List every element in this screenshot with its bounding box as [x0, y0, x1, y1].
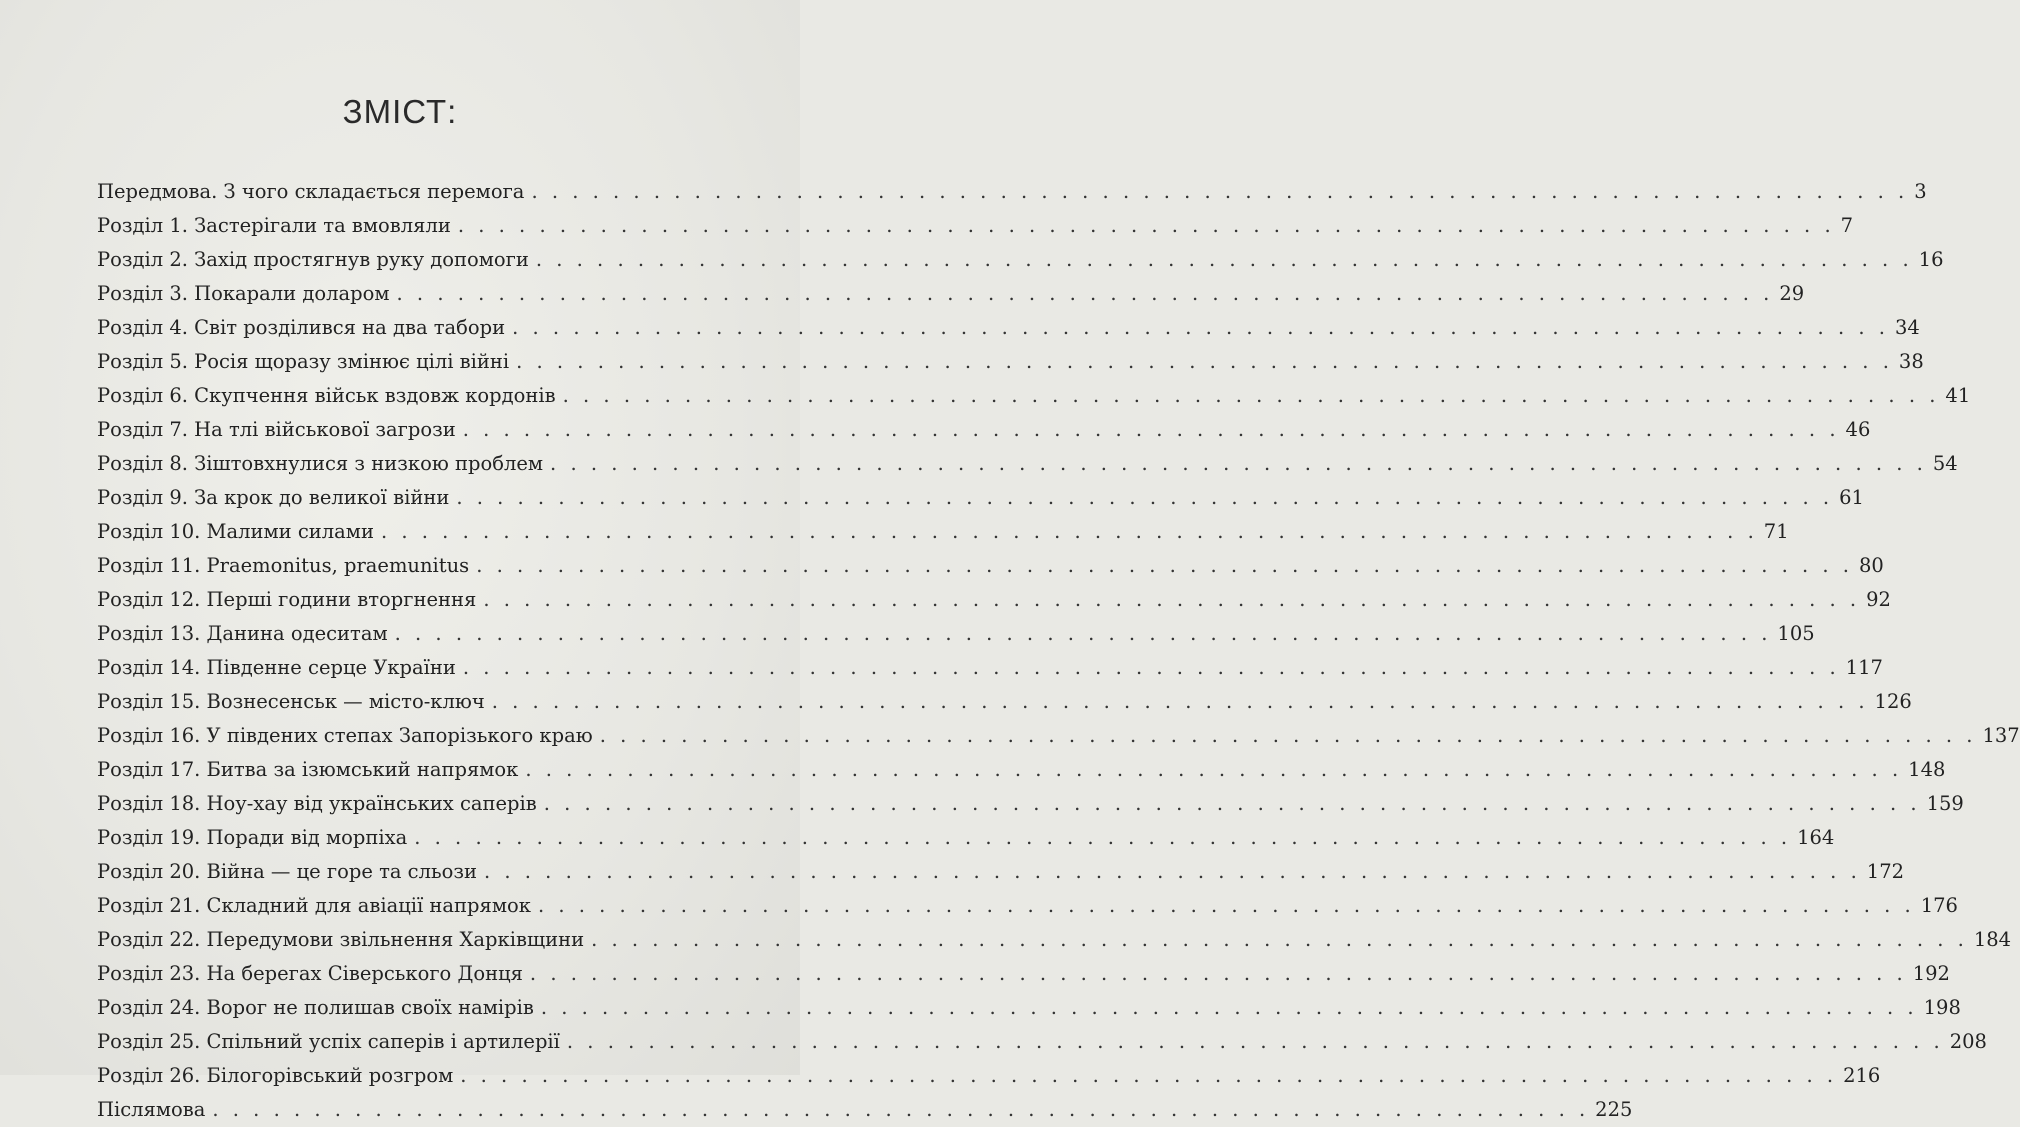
toc-entry-title: Розділ 18. Ноу-хау від українських саперів [97, 792, 537, 815]
toc-entry-title: Розділ 23. На берегах Сіверського Донця [97, 962, 523, 985]
toc-entry [97, 311, 1920, 345]
toc-entry-title: Розділ 13. Данина одеситам [97, 622, 388, 645]
dot-leader [516, 345, 1893, 379]
toc-entry-title: Післямова [97, 1098, 206, 1121]
toc-entry-title: Розділ 19. Поради від морпіха [97, 826, 408, 849]
toc-entry-title: Розділ 22. Передумови звільнення Харківщини [97, 928, 585, 951]
toc-entry-title: Розділ 26. Білогорівський розгром [97, 1064, 454, 1087]
toc-entry-page-number: 137 [1982, 724, 2020, 747]
toc-entry-title: Розділ 14. Південне серце України [97, 656, 456, 679]
toc-entry-page-number: 172 [1866, 860, 1905, 883]
toc-entry [97, 243, 1944, 277]
toc-entry [97, 685, 1912, 719]
toc-entry-page-number: 105 [1777, 622, 1815, 645]
dot-leader [397, 277, 1774, 311]
toc-entry [97, 583, 1891, 617]
toc-entry [97, 481, 1864, 515]
toc-entry [97, 923, 2012, 957]
dot-leader [456, 481, 1833, 515]
toc-entry-page-number: 117 [1845, 656, 1883, 679]
toc-entry [97, 277, 1805, 311]
toc-entry-title: Розділ 25. Спільний успіх саперів і артилерії [97, 1030, 560, 1053]
toc-entry-page-number: 184 [1973, 928, 2012, 951]
toc-entry-page-number: 176 [1920, 894, 1958, 917]
dot-leader [550, 447, 1927, 481]
toc-entry-page-number: 208 [1949, 1030, 1987, 1053]
toc-entry-title: Розділ 5. Росія щоразу змінює цілі війні [97, 350, 510, 373]
toc-entry-title: Розділ 11. Praemonitus, praemunitus [97, 554, 470, 577]
page-title: ЗМІСТ: [342, 93, 458, 130]
dot-leader [212, 1093, 1589, 1127]
toc-entry-page-number: 164 [1797, 826, 1835, 849]
toc-entry-page-number: 126 [1874, 690, 1912, 713]
dot-leader [460, 1059, 1837, 1093]
toc-entry-page-number: 34 [1894, 316, 1920, 339]
toc-entry-title: Розділ 6. Скупчення військ вздовж кордонів [97, 384, 556, 407]
toc-entry-page-number: 41 [1945, 384, 1971, 407]
toc-entry-title: Розділ 12. Перші години вторгнення [97, 588, 477, 611]
toc-entry-page-number: 198 [1923, 996, 1961, 1019]
dot-leader [567, 1025, 1944, 1059]
toc-entry-title: Розділ 8. Зіштовхнулися з низкою проблем [97, 452, 544, 475]
toc-entry [97, 1025, 1987, 1059]
dot-leader [395, 617, 1772, 651]
toc-entry-page-number: 46 [1845, 418, 1871, 441]
toc-entry-page-number: 192 [1912, 962, 1950, 985]
toc-entry [97, 957, 1950, 991]
toc-entry [97, 549, 1884, 583]
toc-entry [97, 889, 1958, 923]
toc-entry [97, 447, 1958, 481]
dot-leader [492, 685, 1869, 719]
toc-entry [97, 991, 1961, 1025]
dot-leader [476, 549, 1853, 583]
dot-leader [563, 379, 1940, 413]
toc-entry [97, 1059, 1881, 1093]
dot-leader [530, 957, 1907, 991]
toc-entry-page-number: 38 [1898, 350, 1924, 373]
toc-entry [97, 345, 1924, 379]
dot-leader [544, 787, 1921, 821]
toc-entry-page-number: 80 [1858, 554, 1884, 577]
toc-entry-title: Розділ 15. Вознесенськ — місто-ключ [97, 690, 485, 713]
toc-entry [97, 787, 1964, 821]
toc-entry-title: Розділ 20. Війна — це горе та сльози [97, 860, 477, 883]
toc-entry-title: Розділ 17. Битва за ізюмський напрямок [97, 758, 519, 781]
dot-leader [463, 651, 1840, 685]
dot-leader [458, 209, 1835, 243]
toc-entry-title: Розділ 9. За крок до великої війни [97, 486, 450, 509]
dot-leader [463, 413, 1840, 447]
toc-entry [97, 379, 1971, 413]
toc-entry-title: Розділ 7. На тлі військової загрози [97, 418, 456, 441]
toc-entry [97, 651, 1883, 685]
table-of-contents [97, 175, 2020, 1127]
toc-entry-page-number: 54 [1932, 452, 1958, 475]
toc-entry-page-number: 16 [1918, 248, 1944, 271]
toc-entry-title: Розділ 3. Покарали доларом [97, 282, 390, 305]
toc-entry-page-number: 71 [1763, 520, 1789, 543]
toc-entry [97, 719, 2020, 753]
dot-leader [414, 821, 1791, 855]
dot-leader [591, 923, 1968, 957]
toc-entry [97, 855, 1905, 889]
toc-entry [97, 175, 1927, 209]
toc-entry-title: Розділ 2. Захід простягнув руку допомоги [97, 248, 529, 271]
dot-leader [538, 889, 1915, 923]
toc-entry-page-number: 61 [1839, 486, 1864, 509]
dot-leader [541, 991, 1918, 1025]
toc-entry-page-number: 225 [1595, 1098, 1633, 1121]
toc-entry-title: Розділ 21. Складний для авіації напрямок [97, 894, 531, 917]
toc-entry-page-number: 7 [1840, 214, 1854, 237]
toc-entry-page-number: 159 [1926, 792, 1964, 815]
toc-entry-title: Розділ 1. Застерігали та вмовляли [97, 214, 451, 237]
toc-entry-title: Розділ 24. Ворог не полишав своїх намірів [97, 996, 534, 1019]
toc-entry [97, 413, 1871, 447]
toc-entry [97, 515, 1789, 549]
dot-leader [531, 175, 1908, 209]
dot-leader [525, 753, 1902, 787]
toc-entry [97, 1093, 1633, 1127]
dot-leader [600, 719, 1977, 753]
toc-entry-page-number: 216 [1843, 1064, 1881, 1087]
dot-leader [483, 583, 1860, 617]
toc-entry-page-number: 92 [1866, 588, 1891, 611]
toc-entry-title: Розділ 4. Світ розділився на два табори [97, 316, 506, 339]
toc-entry-page-number: 148 [1908, 758, 1946, 781]
toc-entry [97, 617, 1815, 651]
toc-entry-title: Передмова. З чого складається перемога [97, 180, 525, 203]
toc-entry-page-number: 29 [1779, 282, 1805, 305]
toc-entry-page-number: 3 [1914, 180, 1927, 203]
toc-entry [97, 753, 1946, 787]
toc-entry [97, 821, 1835, 855]
toc-entry-title: Розділ 16. У південих степах Запорізького краю [97, 724, 593, 747]
dot-leader [512, 311, 1889, 345]
dot-leader [381, 515, 1758, 549]
toc-entry [97, 209, 1854, 243]
dot-leader [484, 855, 1861, 889]
toc-entry-title: Розділ 10. Малими силами [97, 520, 374, 543]
dot-leader [536, 243, 1913, 277]
